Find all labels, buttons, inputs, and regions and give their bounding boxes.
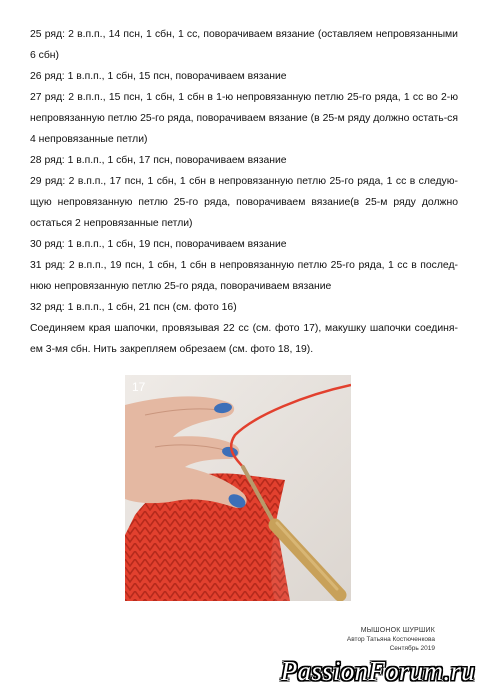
site-watermark: PassionForum.ru — [280, 656, 475, 686]
photo-illustration — [125, 375, 351, 601]
pattern-title: МЫШОНОК ШУРШИК — [360, 627, 435, 634]
row-25: 25 ряд: 2 в.п.п., 14 псн, 1 сбн, 1 сс, поворачиваем вязание (оставляем непровязанными 6 сбн) — [30, 29, 458, 61]
row-32: 32 ряд: 1 в.п.п., 1 сбн, 21 псн (см. фото 16) — [30, 302, 237, 313]
row-29: 29 ряд: 2 в.п.п., 17 псн, 1 сбн, 1 сбн в непровязанную петлю 25-го ряда, 1 сс в следую-щую непровязанную петлю 25-го ряда, поворачиваем вязание(в 25-м ряду должно остаться 2 непровязанные петли) — [30, 176, 458, 229]
joining-instructions: Соединяем края шапочки, провязывая 22 сс (см. фото 17), макушку шапочки соединя-ем 3-мя сбн. Нить закрепляем обрезаем (см. фото 18, 19). — [30, 323, 458, 355]
publication-date: Сентябрь 2019 — [389, 645, 435, 652]
photo-crochet-hand — [125, 375, 351, 601]
row-27: 27 ряд: 2 в.п.п., 15 псн, 1 сбн, 1 сбн в 1-ю непровязанную петлю 25-го ряда, 1 сс во 2-ю непровязанную петлю 25-го ряда, поворачиваем вязание (в 25-м ряду должно остать-ся 4 непровязанные петли) — [30, 92, 458, 145]
row-26: 26 ряд: 1 в.п.п., 1 сбн, 15 псн, поворачиваем вязание — [30, 71, 287, 82]
instructions-text — [30, 24, 458, 360]
row-31: 31 ряд: 2 в.п.п., 19 псн, 1 сбн, 1 сбн в непровязанную петлю 25-го ряда, 1 сс в послед-нюю непровязанную петлю 25-го ряда, поворачиваем вязание — [30, 260, 458, 292]
row-30: 30 ряд: 1 в.п.п., 1 сбн, 19 псн, поворачиваем вязание — [30, 239, 287, 250]
footer-credits — [347, 626, 435, 653]
photo-number: 17 — [132, 380, 146, 394]
author-credit: Автор Татьяна Костюченкова — [346, 636, 435, 643]
row-28: 28 ряд: 1 в.п.п., 1 сбн, 17 псн, поворачиваем вязание — [30, 155, 287, 166]
